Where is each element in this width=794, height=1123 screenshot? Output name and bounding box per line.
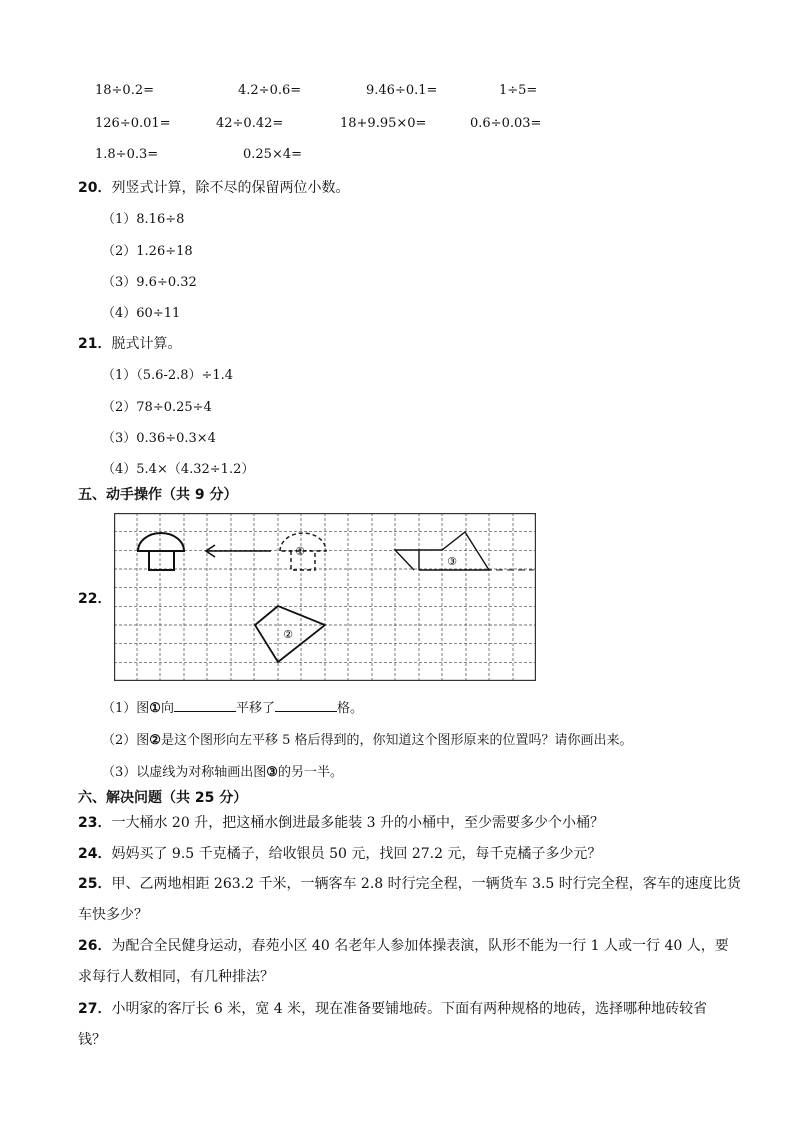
left-arrow-icon (206, 545, 271, 557)
answer-blank-direction[interactable] (174, 699, 236, 712)
oral-calc-1: 18÷0.2= (95, 83, 155, 98)
mushroom-shape-left (138, 533, 184, 570)
oral-calc-3: 9.46÷0.1= (366, 83, 438, 98)
question-text: 小明家的客厅长 6 米，宽 4 米，现在准备要铺地砖。下面有两种规格的地砖，选择哪种地砖较省 (111, 1001, 708, 1017)
question-23 (78, 812, 604, 832)
section-title-6: 六、解决问题（共 25 分） (78, 790, 248, 806)
oral-calc-4: 1÷5= (499, 83, 538, 98)
question-26 (78, 935, 729, 955)
question-number: 27． (78, 1001, 112, 1017)
question-27-cont: 钱？ (78, 1032, 106, 1048)
q21-item-1: （1）（5.6-2.8）÷1.4 (102, 368, 234, 383)
q20-item-1: （1）8.16÷8 (102, 212, 185, 227)
sub-text: 平移了 (235, 701, 275, 716)
figure-label-3: ③ (447, 555, 457, 568)
question-number: 24． (78, 846, 112, 862)
question-27 (78, 998, 707, 1018)
sub-text: 向 (160, 701, 174, 716)
question-number: 23． (78, 815, 112, 831)
oral-calc-9: 1.8÷0.3= (95, 147, 159, 162)
question-text: 脱式计算。 (111, 336, 182, 352)
q20-item-2: （2）1.26÷18 (102, 244, 193, 259)
question-24 (78, 843, 601, 863)
question-25-cont: 车快多少？ (78, 907, 148, 923)
sub-text: 格。 (336, 701, 363, 716)
question-25 (78, 873, 741, 893)
question-21 (78, 333, 181, 353)
oral-calc-2: 4.2÷0.6= (238, 83, 302, 98)
circle-label: ② (149, 733, 161, 748)
q21-item-3: （3）0.36÷0.3×4 (102, 431, 216, 446)
question-number: 21． (78, 336, 112, 352)
sub-prefix: （2）图 (102, 733, 150, 748)
sub-text: 的另一半。 (277, 765, 343, 780)
circle-label: ① (149, 701, 161, 716)
q21-item-2: （2）78÷0.25÷4 (102, 400, 212, 415)
section-title-5: 五、动手操作（共 9 分） (78, 487, 238, 503)
question-number: 26． (78, 938, 112, 954)
question-20 (78, 177, 349, 197)
q22-sub-1 (102, 697, 363, 716)
oral-calc-10: 0.25×4= (243, 147, 303, 162)
grid-figure (114, 513, 536, 681)
answer-blank-count[interactable] (275, 699, 337, 712)
question-number: 25． (78, 876, 112, 892)
sub-prefix: （3）以虚线为对称轴画出图 (102, 765, 267, 780)
q22-sub-2 (102, 729, 632, 748)
question-26-cont: 求每行人数相同，有几种排法？ (78, 969, 274, 985)
figure-label-1: ① (295, 545, 305, 558)
sub-text: 是这个图形向左平移 5 格后得到的，你知道这个图形原来的位置吗？请你画出来。 (160, 733, 633, 748)
q21-item-4: （4）5.4×（4.32÷1.2） (102, 462, 255, 477)
q20-item-4: （4）60÷11 (102, 306, 181, 321)
question-text: 甲、乙两地相距 263.2 千米，一辆客车 2.8 时行完全程，一辆货车 3.5 时行完全程，客车的速度比货 (111, 876, 741, 892)
q22-sub-3 (102, 761, 343, 780)
question-text: 妈妈买了 9.5 千克橘子，给收银员 50 元，找回 27.2 元，每千克橘子多少元？ (111, 846, 602, 862)
question-number: 20． (78, 180, 112, 196)
oral-calc-7: 18+9.95×0= (340, 116, 427, 131)
oral-calc-5: 126÷0.01= (95, 116, 171, 131)
figure-label-2: ② (283, 628, 293, 641)
circle-label: ③ (266, 765, 278, 780)
question-number-22: 22． (78, 591, 112, 607)
question-text: 一大桶水 20 升，把这桶水倒进最多能装 3 升的小桶中，至少需要多少个小桶？ (111, 815, 605, 831)
oral-calc-8: 0.6÷0.03= (470, 116, 542, 131)
sub-prefix: （1）图 (102, 701, 150, 716)
question-text: 为配合全民健身运动，春苑小区 40 名老年人参加体操表演，队形不能为一行 1 人或一行 40 人，要 (111, 938, 729, 954)
question-text: 列竖式计算，除不尽的保留两位小数。 (111, 180, 350, 196)
oral-calc-6: 42÷0.42= (216, 116, 284, 131)
q20-item-3: （3）9.6÷0.32 (102, 275, 197, 290)
